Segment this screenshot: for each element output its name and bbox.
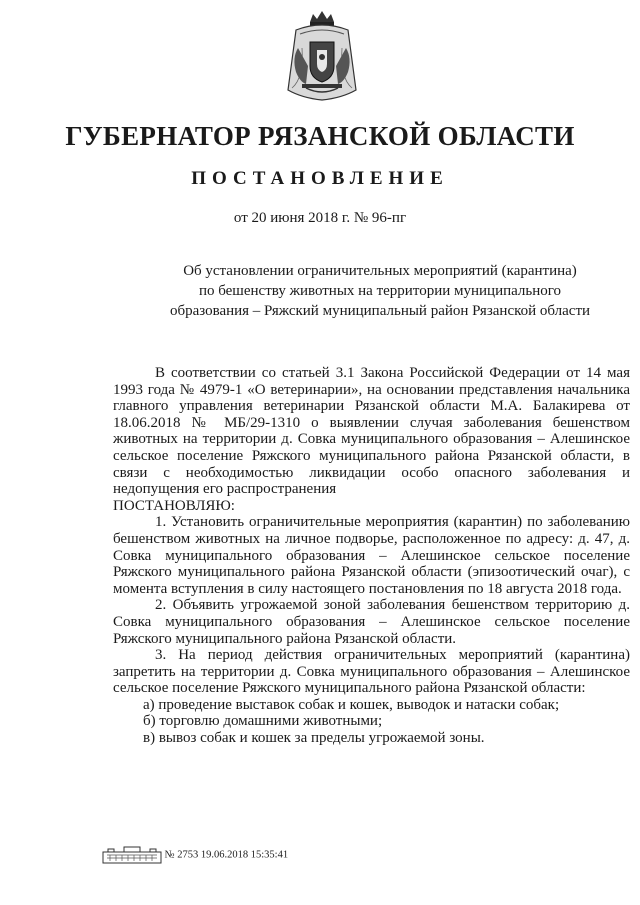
sub-item-a: а) проведение выставок собак и кошек, выводок и натаски собак; (143, 696, 560, 713)
coat-of-arms-emblem (282, 8, 362, 108)
document-subject (160, 261, 600, 321)
registration-stamp-text: № 2753 19.06.2018 15:35:41 (164, 849, 289, 861)
building-stamp-icon (102, 846, 162, 864)
registration-stamp (102, 846, 288, 864)
sub-item-c: в) вывоз собак и кошек за пределы угрожаемой зоны. (143, 730, 485, 747)
subject-line: по бешенству животных на территории муниципального (198, 283, 562, 299)
authority-title: ГУБЕРНАТОР РЯЗАНСКОЙ ОБЛАСТИ (65, 121, 575, 151)
item-3-paragraph: 3. На период действия ограничительных мероприятий (карантина) запретить на территории д. Совка муниципального образования – Алешинское сельское поселение Ряжского муниципального района Рязанской области: (113, 647, 630, 697)
item-2-paragraph: 2. Объявить угрожаемой зоной заболевания бешенством территорию д. Совка муниципального образования – Алешинское сельское поселение Ряжского муниципального района Рязанской области. (113, 597, 630, 647)
sub-item-b: б) торговлю домашними животными; (143, 713, 383, 730)
document-date-number: от 20 июня 2018 г. № 96-пг (233, 210, 407, 226)
document-body (113, 365, 630, 747)
preamble-paragraph: В соответствии со статьей 3.1 Закона Российской Федерации от 14 мая 1993 года № 4979-1 «О ветеринарии», на основании представления начальника главного управления ветеринарии Рязанской области М.А. Балакирева от 18.06.2018 № МБ/29-1310 о выявлении случая заболевания бешенством животных на территории д. Совка муниципального образования – Алешинское сельское поселение Ряжского муниципального района Рязанской области, в связи с необходимостью ликвидации особо опасного заболевания и недопущения его распространения (113, 365, 630, 498)
subject-line: Об установлении ограничительных мероприятий (карантина) (183, 263, 577, 279)
subject-line: образования – Ряжский муниципальный район Рязанской области (169, 303, 591, 319)
document-type: ПОСТАНОВЛЕНИЕ (191, 168, 449, 189)
decree-word: ПОСТАНОВЛЯЮ: (113, 497, 235, 514)
item-1-paragraph: 1. Установить ограничительные мероприятия (карантин) по заболеванию бешенством животных на личное подворье, расположенное по адресу: д. 47, д. Совка муниципального образования – Алешинское сельское поселение Ряжского муниципального района Рязанской области (эпизоотический очаг), с момента вступления в силу настоящего постановления по 18 августа 2018 года. (113, 514, 630, 597)
